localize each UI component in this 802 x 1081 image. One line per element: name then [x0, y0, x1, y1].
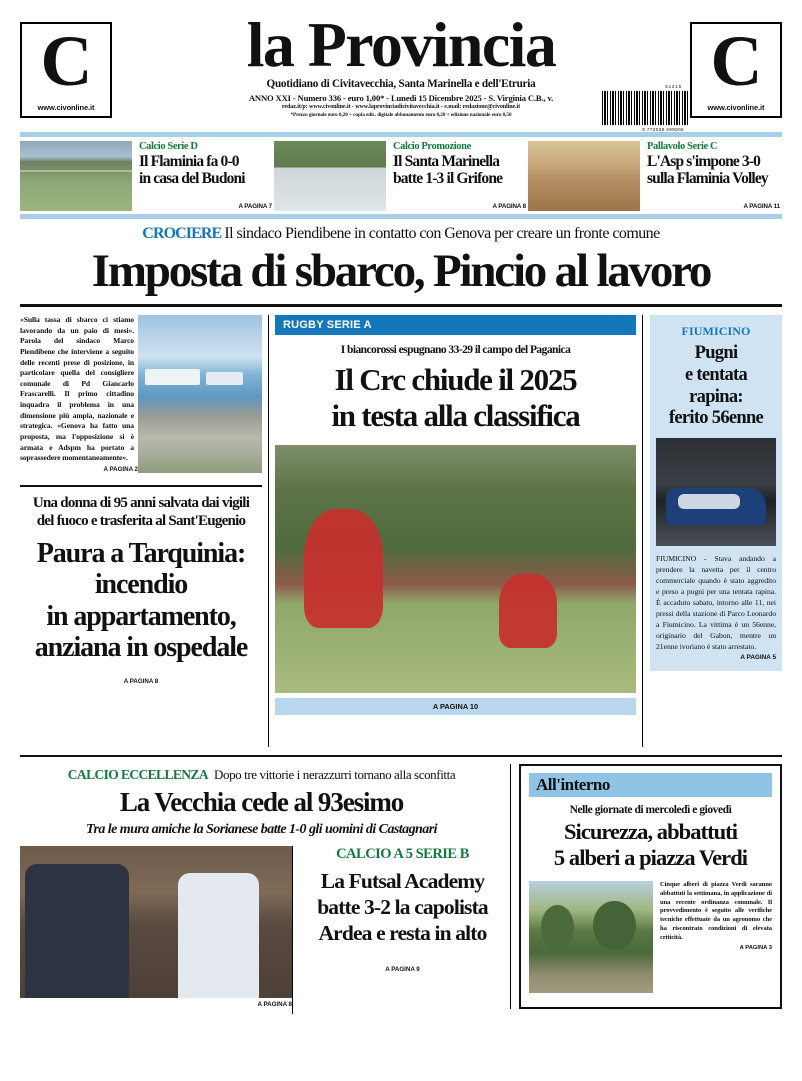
- contact-info: redaz.it/p: www.civonline.it - www.laprovinciadicivitavecchia.it - e.mail: redazione@civonline.it: [281, 103, 521, 110]
- fiumicino-headline: [656, 343, 776, 430]
- allinterno-page-ref: A PAGINA 3: [739, 945, 772, 952]
- rugby-page-ref: A PAGINA 10: [275, 698, 636, 715]
- lead-body-text: «Sulla tassa di sbarco ci stiamo lavorando da un paio di mesi». Parola del sindaco Marco Piendibene che interviene a seguito delle recenti prese di posizione, in particolare quella del consigliere comunale di Pd Giancarlo Frascarelli. Il primo cittadino inquadra il problema in una dimensione più ampia, nazionale e strategica. «Genova ha fatto una proposta, ma l'opposizione si è armata e Adspm ha portato a soprassedere momentaneamente».: [20, 315, 134, 463]
- fiumicino-headline-line3: rapina:: [689, 386, 743, 407]
- piazza-verdi-trees-photo: [529, 881, 653, 993]
- lead-underline: [20, 304, 782, 307]
- issue-info: ANNO XXI - Numero 336 - euro 1,00* - Lunedì 15 Dicembre 2025 - S. Virginia C.B., v.: [248, 92, 554, 103]
- rugby-headline[interactable]: [275, 362, 636, 434]
- football-teams-handshake-photo: [20, 846, 292, 998]
- logo-right[interactable]: [690, 22, 782, 118]
- barcode-number: 9 772038 499002: [642, 126, 684, 132]
- sport-teaser-promozione[interactable]: [274, 141, 528, 211]
- stadium-pitch-photo: [20, 141, 132, 211]
- volleyball-team-photo: [528, 141, 640, 211]
- sport-teaser-pallavolo[interactable]: [528, 141, 782, 211]
- sport-teaser-headline-line1: Il Flaminia fa 0-0: [139, 153, 239, 171]
- tarquinia-deck: [20, 494, 262, 531]
- calcio-a5-headline-line2: batte 3-2 la capolista: [317, 894, 488, 919]
- price-note: *Prezzo giornale euro 0,20 + copia edic. digitale abbonamento euro 0,20 + edizione nazionale euro 0,50: [290, 111, 512, 118]
- lead-kicker-row: [20, 225, 782, 243]
- allinterno-headline-line2: 5 alberi a piazza Verdi: [553, 845, 748, 871]
- calcio-a5-kicker: CALCIO A 5 SERIE B: [336, 846, 469, 862]
- masthead: [20, 0, 782, 132]
- eccellenza-kicker-text: Dopo tre vittorie i nerazzurri tornano alla sconfitta: [213, 767, 456, 782]
- fiumicino-body-text: FIUMICINO - Stava andando a prendere la navetta per il centro commerciale quando è stato aggredito e preso a pugni per una tentata rapina. È accaduto sabato, intorno alle 11, nei pressi della stazione di Parco Leonardo a Fiumicino. La vittima è un 56enne, originario del Gabon, mentre un 21enne ivoriano è stato arrestato.: [656, 554, 776, 652]
- allinterno-box[interactable]: [519, 764, 782, 1009]
- eccellenza-kicker-row: [20, 766, 503, 784]
- masthead-center: [112, 9, 690, 132]
- calcio-a5-page-ref: A PAGINA 9: [385, 966, 420, 974]
- barcode-icon: [602, 91, 688, 125]
- sport-teaser-page-ref: A PAGINA 8: [492, 203, 526, 210]
- tarquinia-deck-line2: del fuoco e trasferita al Sant'Eugenio: [36, 513, 246, 530]
- rugby-headline-line2: in testa alla classifica: [331, 397, 580, 433]
- sport-teaser-kicker: Calcio Serie D: [139, 141, 198, 152]
- sport-teaser-headline-line2: in casa del Budoni: [139, 170, 245, 188]
- left-column: [20, 315, 268, 747]
- mid-section: [20, 315, 782, 747]
- allinterno-deck: Nelle giornate di mercoledì e giovedì: [569, 804, 732, 816]
- rugby-headline-line1: Il Crc chiude il 2025: [334, 362, 577, 397]
- fiumicino-kicker: FIUMICINO: [681, 324, 751, 338]
- police-car-night-photo: [656, 438, 776, 546]
- lead-kicker-text: Il sindaco Piendibene in contatto con Genova per creare un fronte comune: [224, 225, 660, 242]
- fiumicino-headline-line1: Pugni: [694, 343, 738, 363]
- fiumicino-page-ref: A PAGINA 5: [740, 654, 776, 662]
- tarquinia-headline-line4: anziana in ospedale: [34, 632, 248, 664]
- calcio-a5-headline-line3: Ardea e resta in alto: [318, 920, 487, 945]
- sport-teaser-page-ref: A PAGINA 7: [238, 203, 272, 210]
- civitavecchia-port-cruise-ships-photo: [138, 315, 262, 473]
- logo-left-url[interactable]: www.civonline.it: [37, 103, 95, 112]
- strip-divider-bottom: [20, 214, 782, 219]
- tarquinia-headline[interactable]: [20, 538, 262, 665]
- rugby-match-action-photo: [275, 445, 636, 693]
- logo-left[interactable]: [20, 22, 112, 118]
- barcode-top-number: 51215: [665, 83, 682, 89]
- right-column: [643, 315, 782, 747]
- allinterno-body-text: Cinque alberi di piazza Verdi saranno abbattuti la settimana, in applicazione di una recente ordinanza comunale. Il provvedimento è seguito alle verifiche tecniche effettuate da un agronomo che ha riscontrato condizioni di elevata criticità.: [660, 880, 772, 942]
- eccellenza-kicker: CALCIO ECCELLENZA: [67, 767, 208, 782]
- lead-headline[interactable]: Imposta di sbarco, Pincio al lavoro: [91, 245, 711, 297]
- logo-right-url[interactable]: www.civonline.it: [707, 103, 765, 112]
- newspaper-title: la Provincia: [246, 9, 556, 80]
- eccellenza-page-ref: A PAGINA 8: [257, 1001, 292, 1008]
- bottom-right-column: [510, 764, 782, 1009]
- strip-divider-top: [20, 132, 782, 137]
- logo-left-letter: C: [40, 21, 92, 101]
- lead-page-ref: A PAGINA 2: [103, 465, 138, 473]
- sport-teaser-headline-line1: Il Santa Marinella: [393, 153, 500, 171]
- eccellenza-deck: Tra le mura amiche la Sorianese batte 1-0 gli uomini di Castagnari: [86, 822, 437, 837]
- sport-teaser-headline-line2: sulla Flaminia Volley: [647, 170, 768, 188]
- lead-kicker: CROCIERE: [142, 225, 222, 242]
- bottom-divider: [20, 755, 782, 757]
- allinterno-bar: [529, 773, 772, 797]
- sport-teaser-headline-line2: batte 1-3 il Grifone: [393, 170, 503, 188]
- rugby-section-bar: RUGBY SERIE A: [275, 315, 636, 335]
- tarquinia-headline-line2: incendio: [94, 569, 188, 601]
- allinterno-headline: [529, 819, 772, 872]
- bottom-section: [20, 764, 782, 1009]
- calcio-a5-headline: [302, 869, 503, 946]
- bottom-left-column: [20, 764, 510, 1009]
- sport-teaser-kicker: Calcio Promozione: [393, 141, 471, 152]
- soccer-players-celebrating-photo: [274, 141, 386, 211]
- fiumicino-headline-line2: e tentata: [684, 364, 748, 385]
- eccellenza-headline[interactable]: La Vecchia cede al 93esimo: [119, 787, 404, 817]
- sport-teaser-page-ref: A PAGINA 11: [743, 203, 780, 210]
- calcio-a5-headline-line1: La Futsal Academy: [320, 869, 485, 893]
- tarquinia-headline-line3: in appartamento,: [46, 600, 236, 632]
- sport-teaser-kicker: Pallavolo Serie C: [647, 141, 718, 152]
- allinterno-headline-line1: Sicurezza, abbattuti: [563, 819, 738, 844]
- tarquinia-page-ref: A PAGINA 8: [123, 678, 159, 686]
- fiumicino-box[interactable]: [650, 315, 782, 671]
- tarquinia-deck-line1: Una donna di 95 anni salvata dai vigili: [32, 495, 250, 511]
- sport-teaser-headline-line1: L'Asp s'impone 3-0: [647, 153, 761, 171]
- sport-teaser-serie-d[interactable]: [20, 141, 274, 211]
- fiumicino-headline-line4: ferito 56enne: [668, 408, 764, 429]
- sports-teaser-strip: [20, 141, 782, 211]
- allinterno-bar-label: All'interno: [536, 775, 610, 794]
- logo-right-letter: C: [710, 21, 762, 101]
- left-column-divider: [20, 485, 262, 487]
- tarquinia-headline-line1: Paura a Tarquinia:: [36, 537, 246, 569]
- center-column: [268, 315, 643, 747]
- newspaper-subtitle: Quotidiano di Civitavecchia, Santa Marinella e dell'Etruria: [266, 77, 536, 90]
- rugby-deck: I biancorossi espugnano 33-29 il campo del Paganica: [340, 344, 571, 356]
- calcio-a5-column[interactable]: [292, 846, 503, 1014]
